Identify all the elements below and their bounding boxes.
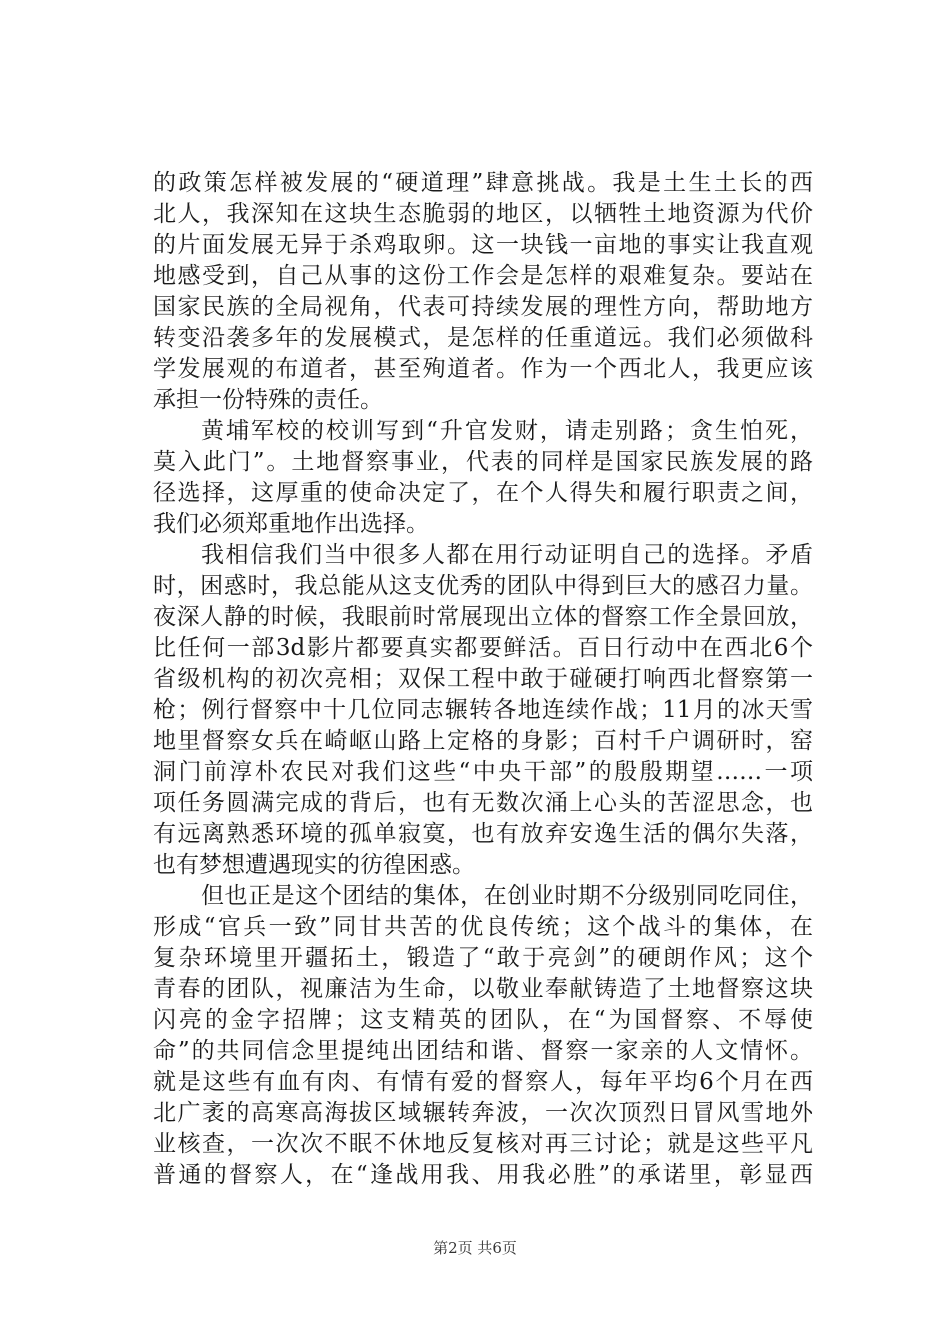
text-line: 也有梦想遭遇现实的彷徨困惑。 [153,852,475,878]
text-line: 学发展观的布道者，甚至殉道者。作为一个西北人，我更应该 [153,356,813,382]
text-line: 闪亮的金字招牌；这支精英的团队，在“为国督察、不辱使 [153,1007,813,1033]
text-line: 北人，我深知在这块生态脆弱的地区，以牺牲土地资源为代价 [153,201,813,227]
text-line: 普通的督察人，在“逢战用我、用我必胜”的承诺里，彰显西 [153,1162,813,1188]
text-line: 我相信我们当中很多人都在用行动证明自己的选择。矛盾 [201,542,813,568]
text-line: 北广袤的高寒高海拔区域辗转奔波，一次次顶烈日冒风雪地外 [153,1100,813,1126]
text-line: 地里督察女兵在崎岖山路上定格的身影；百村千户调研时，窑 [153,728,813,754]
text-line: 省级机构的初次亮相；双保工程中敢于碰硬打响西北督察第一 [153,666,813,692]
page-number-footer: 第2页 共6页 [433,1239,517,1257]
text-line: 洞门前淳朴农民对我们这些“中央干部”的殷殷期望……一项 [153,759,813,785]
text-line: 比任何一部3d影片都要真实都要鲜活。百日行动中在西北6个 [153,635,813,661]
text-line: 国家民族的全局视角，代表可持续发展的理性方向，帮助地方 [153,294,813,320]
text-line: 有远离熟悉环境的孤单寂寞，也有放弃安逸生活的偶尔失落， [153,821,813,847]
text-line: 地感受到，自己从事的这份工作会是怎样的艰难复杂。要站在 [153,263,813,289]
text-line: 承担一份特殊的责任。 [153,387,383,413]
text-line: 业核查，一次次不眠不休地反复核对再三讨论；就是这些平凡 [153,1131,813,1157]
text-line: 时，困惑时，我总能从这支优秀的团队中得到巨大的感召力量。 [153,573,813,599]
text-line: 项任务圆满完成的背后，也有无数次涌上心头的苦涩思念，也 [153,790,813,816]
document-body [153,168,813,1191]
text-line: 枪；例行督察中十几位同志辗转各地连续作战；11月的冰天雪 [153,697,813,723]
text-line: 转变沿袭多年的发展模式，是怎样的任重道远。我们必须做科 [153,325,813,351]
text-line: 的政策怎样被发展的“硬道理”肆意挑战。我是土生土长的西 [153,170,813,196]
text-line: 复杂环境里开疆拓土，锻造了“敢于亮剑”的硬朗作风；这个 [153,945,813,971]
text-line: 黄埔军校的校训写到“升官发财，请走别路；贪生怕死， [201,418,813,444]
text-line: 形成“官兵一致”同甘共苦的优良传统；这个战斗的集体，在 [153,914,813,940]
text-line: 的片面发展无异于杀鸡取卵。这一块钱一亩地的事实让我直观 [153,232,813,258]
text-line: 青春的团队，视廉洁为生命，以敬业奉献铸造了土地督察这块 [153,976,813,1002]
text-line: 莫入此门”。土地督察事业，代表的同样是国家民族发展的路 [153,449,813,475]
text-line: 但也正是这个团结的集体，在创业时期不分级别同吃同住， [201,883,813,909]
text-line: 就是这些有血有肉、有情有爱的督察人，每年平均6个月在西 [153,1069,813,1095]
text-line: 命”的共同信念里提纯出团结和谐、督察一家亲的人文情怀。 [153,1038,813,1064]
text-line: 我们必须郑重地作出选择。 [153,511,429,537]
text-line: 径选择，这厚重的使命决定了，在个人得失和履行职责之间， [153,480,813,506]
text-line: 夜深人静的时候，我眼前时常展现出立体的督察工作全景回放， [153,604,813,630]
